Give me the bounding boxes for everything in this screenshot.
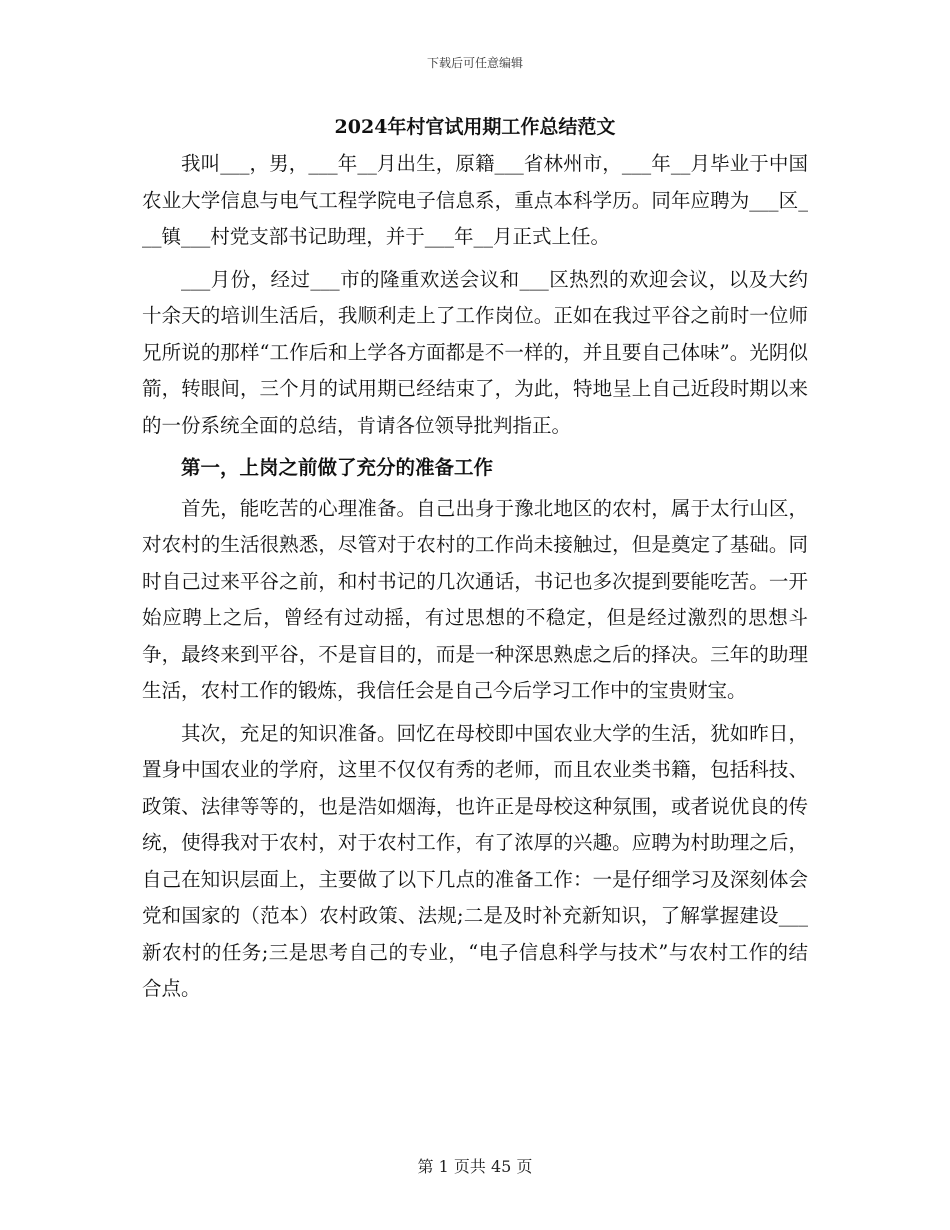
intro-paragraph-2: ___月份，经过___市的隆重欢送会议和___区热烈的欢迎会议，以及大约十余天的培训生活后，我顺利走上了工作岗位。正如在我过平谷之前时一位师兄所说的那样“工作后和上学各方面都是不一样的，并且要自己体味”。光阴似箭，转眼间，三个月的试用期已经结束了，为此，特地呈上自己近段时期以来的一份系统全面的总结，肯请各位领导批判指正。: [142, 267, 808, 437]
page-footer: 第 1 页共 45 页: [417, 1157, 533, 1176]
section-heading-1: 第一，上岗之前做了充分的准备工作: [181, 456, 494, 479]
page-header: 下载后可任意编辑: [426, 56, 523, 70]
intro-paragraph-1: 我叫___，男，___年__月出生，原籍___省林州市，___年__月毕业于中国农业大学信息与电气工程学院电子信息系，重点本科学历。同年应聘为___区___镇___村党支部书记助理，并于___年__月正式上任。: [142, 152, 808, 248]
section1-paragraph-1: 首先，能吃苦的心理准备。自己出身于豫北地区的农村，属于太行山区，对农村的生活很熟悉，尽管对于农村的工作尚未接触过，但是奠定了基础。同时自己过来平谷之前，和村书记的几次通话，书记也多次提到要能吃苦。一开始应聘上之后，曾经有过动摇，有过思想的不稳定，但是经过激烈的思想斗争，最终来到平谷，不是盲目的，而是一种深思熟虑之后的择决。三年的助理生活，农村工作的锻炼，我信任会是自己今后学习工作中的宝贵财宝。: [142, 496, 808, 702]
section1-paragraph-2: 其次，充足的知识准备。回忆在母校即中国农业大学的生活，犹如昨日，置身中国农业的学府，这里不仅仅有秀的老师，而且农业类书籍，包括科技、政策、法律等等的，也是浩如烟海，也许正是母校这种氛围，或者说优良的传统，使得我对于农村，对于农村工作，有了浓厚的兴趣。应聘为村助理之后，自己在知识层面上，主要做了以下几点的准备工作：一是仔细学习及深刻体会党和国家的（范本）农村政策、法规;二是及时补充新知识，了解掌握建设___新农村的任务;三是思考自己的专业，“电子信息科学与技术”与农村工作的结合点。: [142, 721, 808, 1000]
document-body: [142, 112, 808, 1014]
document-title: 2024年村官试用期工作总结范文: [334, 116, 616, 138]
